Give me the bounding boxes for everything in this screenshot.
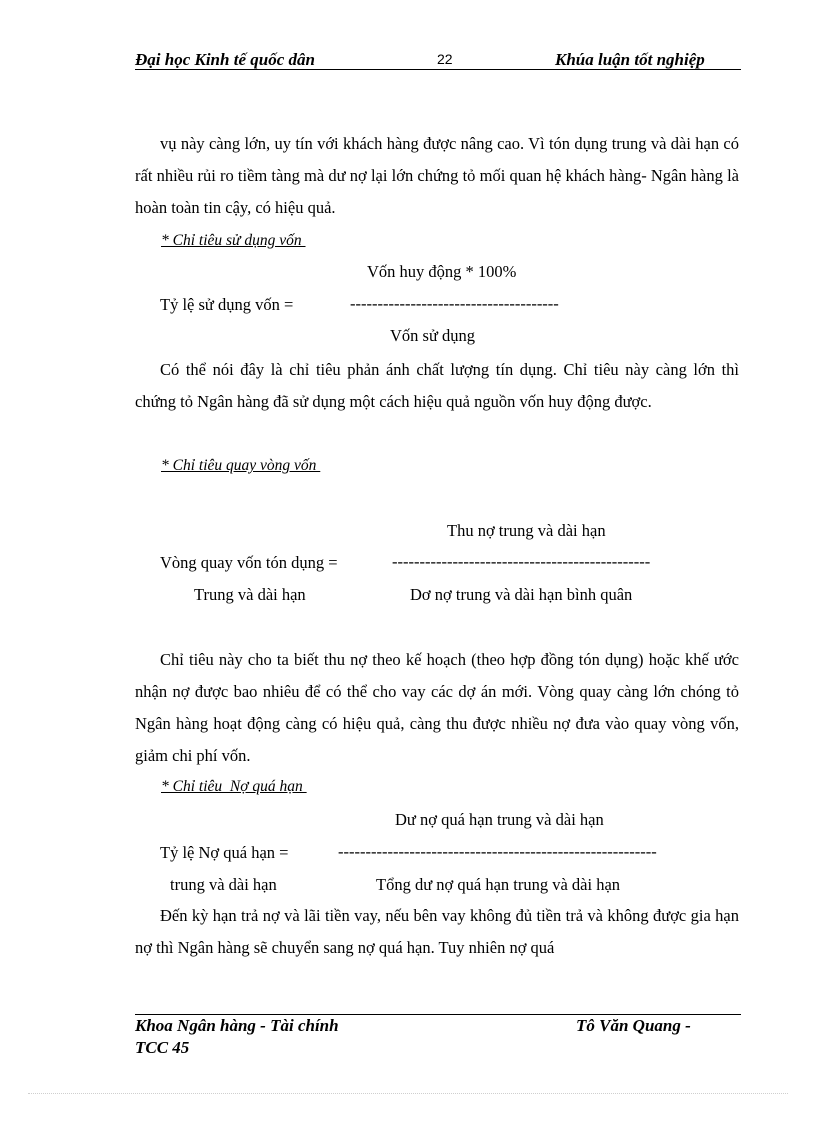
footer-class: TCC 45: [135, 1038, 190, 1057]
subheading-capital-usage: * Chỉ tiêu sử dụng vốn: [161, 232, 306, 249]
formula2-label-continued: Trung và dài hạn: [194, 585, 306, 604]
header-left: Đại học Kinh tế quốc dân: [135, 50, 315, 69]
formula1-numerator: Vốn huy động * 100%: [367, 262, 517, 281]
formula3-label-continued: trung và dài hạn: [170, 875, 277, 894]
subheading-overdue-debt: * Chỉ tiêu Nợ quá hạn: [161, 778, 307, 795]
paragraph-3: Chỉ tiêu này cho ta biết thu nợ theo kế hoạch (theo hợp đồng tón dụng) hoặc khế ước nhận nợ được bao nhiêu để có thể cho vay các dợ án mới. Vòng quay càng lớn chóng tỏ Ngân hàng hoạt động càng có hiệu quả, càng thu được nhiều nợ đưa vào quay vòng vốn, giảm chi phí vốn.: [135, 650, 739, 765]
formula3-denominator: Tổng dư nợ quá hạn trung và dài hạn: [376, 875, 621, 894]
footer-faculty: Khoa Ngân hàng - Tài chính: [135, 1016, 339, 1035]
footer-rule: [135, 1014, 741, 1015]
formula2-numerator: Thu nợ trung và dài hạn: [447, 521, 606, 540]
formula1-denominator: Vốn sử dụng: [390, 326, 476, 345]
header-rule: [135, 69, 741, 70]
formula3-label: Tỷ lệ Nợ quá hạn =: [160, 843, 289, 862]
formula3-numerator: Dư nợ quá hạn trung và dài hạn: [395, 810, 604, 829]
paragraph-4: Đến kỳ hạn trả nợ và lãi tiền vay, nếu bên vay không đủ tiền trả và không được gia hạn nợ thì Ngân hàng sẽ chuyển sang nợ quá hạn. Tuy nhiên nợ quá: [135, 906, 739, 957]
subheading-capital-turnover: * Chỉ tiêu quay vòng vốn: [161, 457, 321, 474]
formula1-label: Tỷ lệ sử dụng vốn =: [160, 295, 294, 314]
page-bottom-border: [28, 1093, 788, 1094]
formula2-denominator: Dơ nợ trung và dài hạn bình quân: [410, 585, 633, 604]
formula3-fraction-line: ----------------------------------------------------------: [338, 842, 657, 861]
header-right: Khúa luận tốt nghiệp: [555, 50, 705, 69]
footer-author: Tô Văn Quang -: [576, 1016, 691, 1035]
paragraph-1: vụ này càng lớn, uy tín với khách hàng được nâng cao. Vì tón dụng trung và dài hạn có rất nhiều rủi ro tiềm tàng mà dư nợ lại lớn chứng tỏ mối quan hệ khách hàng- Ngân hàng là hoàn toàn tin cậy, có hiệu quả.: [135, 134, 739, 217]
paragraph-2: Có thể nói đây là chỉ tiêu phản ánh chất lượng tín dụng. Chỉ tiêu này càng lớn thì chứng tỏ Ngân hàng đã sử dụng một cách hiệu quả nguồn vốn huy động được.: [135, 360, 739, 411]
formula2-fraction-line: -----------------------------------------------: [392, 552, 651, 571]
formula1-fraction-line: --------------------------------------: [350, 294, 559, 313]
formula2-label: Vòng quay vốn tón dụng =: [160, 553, 338, 572]
page-number: 22: [437, 51, 453, 67]
